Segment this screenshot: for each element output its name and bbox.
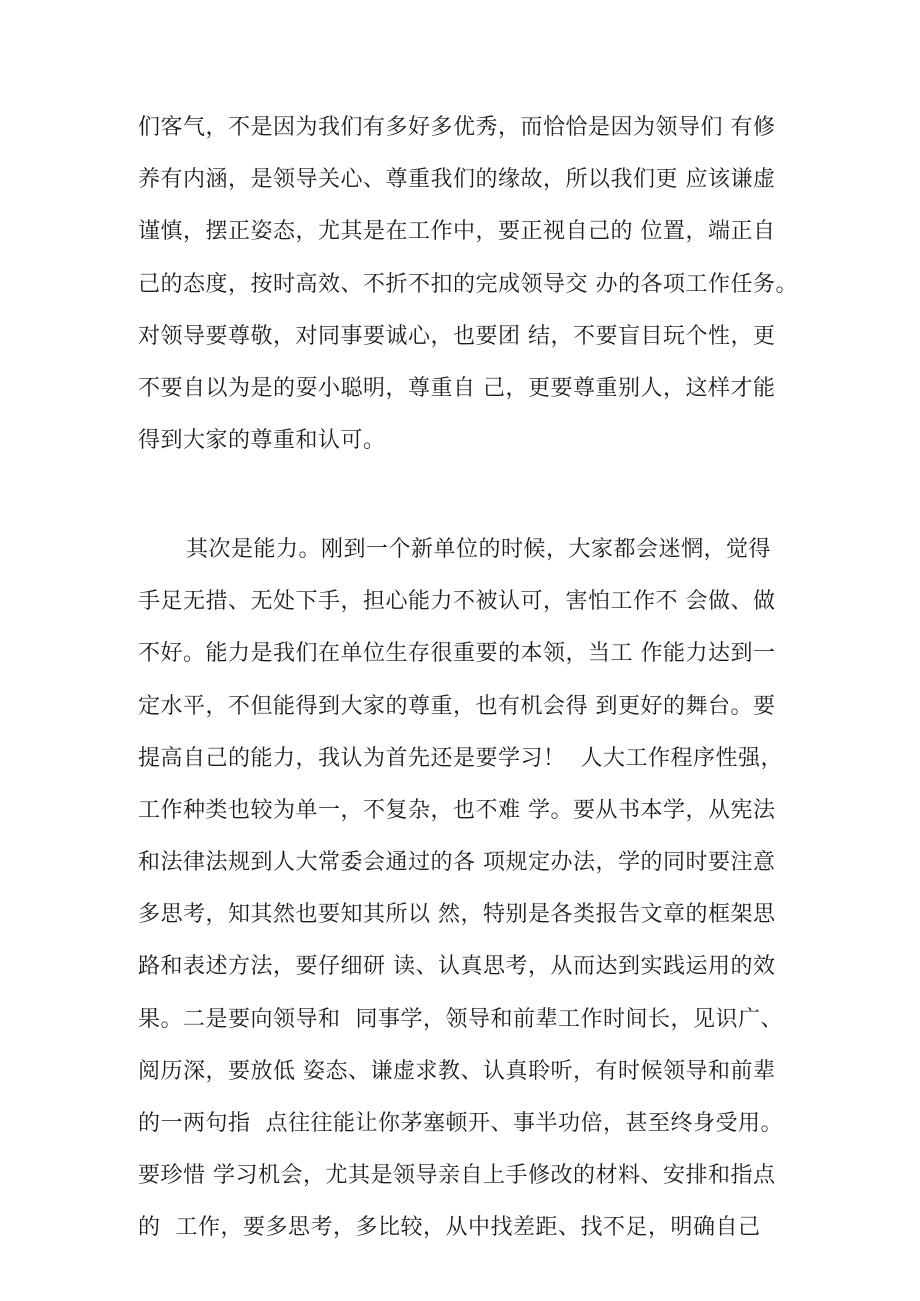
paragraph-1-line-1: 们客气，不是因为我们有多好多优秀，而恰恰是因为领导们 有修	[138, 115, 776, 140]
paragraph-2-line-8: 多思考，知其然也要知其所以 然，特别是各类报告文章的框架思	[138, 902, 776, 927]
paragraph-2-line-4: 定水平，不但能得到大家的尊重，也有机会得 到更好的舞台。要	[138, 694, 776, 719]
paragraph-2-line-14: 的 工作，要多思考，多比较，从中找差距、找不足，明确自己	[138, 1215, 761, 1240]
paragraph-1-line-7: 得到大家的尊重和认可。	[138, 428, 386, 453]
paragraph-1-line-3: 谨慎，摆正姿态，尤其是在工作中，要正视自己的 位置，端正自	[138, 219, 776, 244]
paragraph-1-line-6: 不要自以为是的耍小聪明，尊重自 己，更要尊重别人，这样才能	[138, 376, 776, 401]
paragraph-2-line-5: 提高自己的能力，我认为首先还是要学习！ 人大工作程序性强，	[138, 746, 783, 771]
paragraph-2-line-10: 果。二是要向领导和 同事学，领导和前辈工作时间长，见识广、	[138, 1007, 783, 1032]
paragraph-2-line-7: 和法律法规到人大常委会通过的各 项规定办法，学的同时要注意	[138, 850, 776, 875]
paragraph-1-line-2: 养有内涵，是领导关心、尊重我们的缘故，所以我们更 应该谦虚	[138, 167, 776, 192]
paragraph-2-line-2: 手足无措、无处下手，担心能力不被认可，害怕工作不 会做、做	[138, 589, 776, 614]
paragraph-2-line-6: 工作种类也较为单一，不复杂，也不难 学。要从书本学，从宪法	[138, 798, 776, 823]
paragraph-2-line-3: 不好。能力是我们在单位生存很重要的本领，当工 作能力达到一	[138, 641, 776, 666]
paragraph-2-line-9: 路和表述方法，要仔细研 读、认真思考，从而达到实践运用的效	[138, 954, 776, 979]
paragraph-1-line-4: 己的态度，按时高效、不折不扣的完成领导交 办的各项工作任务。	[138, 272, 798, 297]
paragraph-2-line-13: 要珍惜 学习机会，尤其是领导亲自上手修改的材料、安排和指点	[138, 1163, 776, 1188]
paragraph-2-line-11: 阅历深，要放低 姿态、谦虚求教、认真聆听，有时候领导和前辈	[138, 1059, 776, 1084]
paragraph-2-line-12: 的一两句指 点往往能让你茅塞顿开、事半功倍，甚至终身受用。	[138, 1111, 783, 1136]
paragraph-2-line-1: 其次是能力。刚到一个新单位的时候，大家都会迷惘，觉得	[186, 537, 772, 562]
paragraph-1-line-5: 对领导要尊敬，对同事要诚心，也要团 结，不要盲目玩个性，更	[138, 324, 776, 349]
